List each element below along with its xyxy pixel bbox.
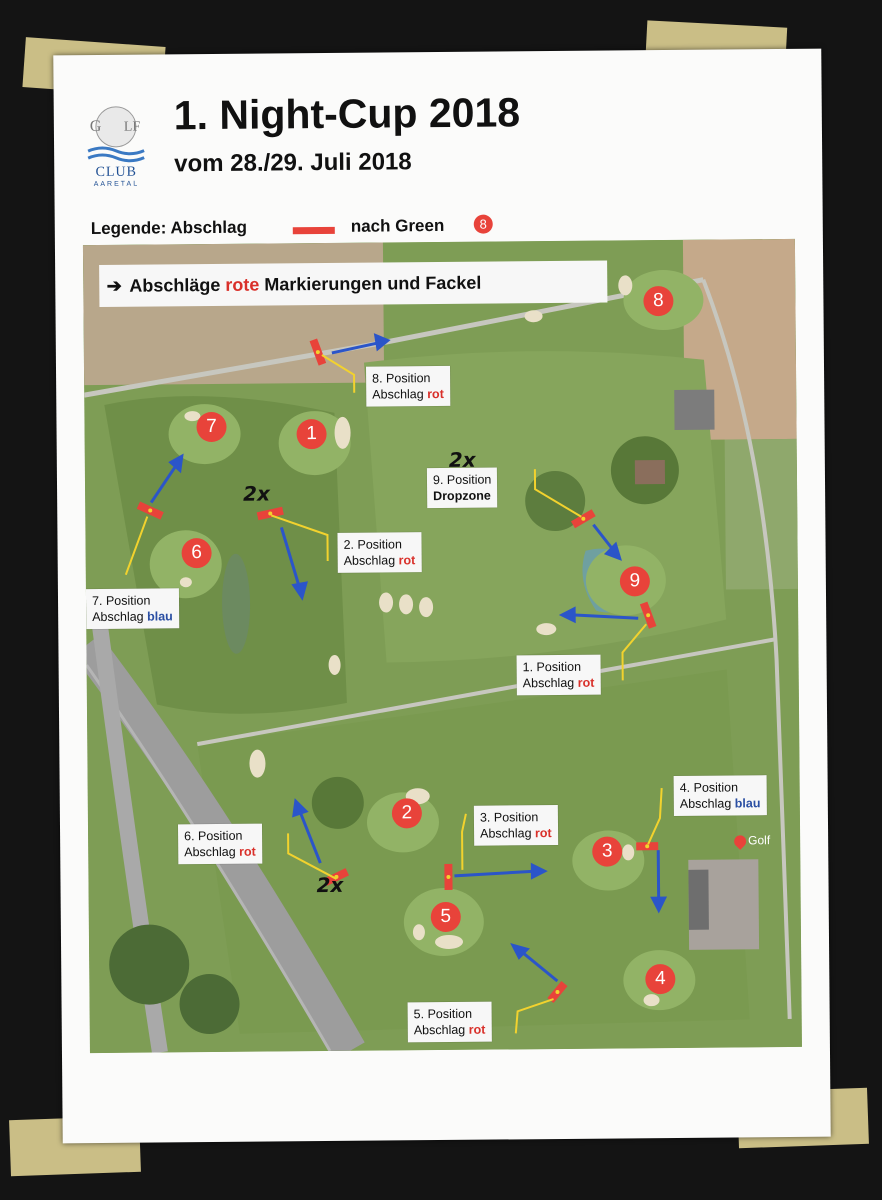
- position-3-tee: Abschlag: [480, 826, 532, 841]
- svg-text:LF: LF: [123, 119, 141, 135]
- position-6-tee: Abschlag: [184, 844, 236, 860]
- position-8-tee: Abschlag: [372, 387, 424, 402]
- handwritten-2x-dropzone: 2x: [448, 447, 476, 472]
- position-label-7: [86, 588, 179, 629]
- position-8-title: 8. Position: [372, 371, 431, 386]
- position-9-dropzone: Dropzone: [433, 488, 491, 504]
- position-label-1: [517, 655, 601, 696]
- hole-marker-8: 8: [643, 286, 673, 316]
- position-6-title: 6. Position: [184, 828, 243, 844]
- position-2-color: rot: [398, 553, 416, 568]
- handwritten-2x-hole-6: 2x: [316, 872, 344, 898]
- position-5-color: rot: [468, 1022, 486, 1037]
- logo-sub-text: AARETAL: [93, 180, 140, 189]
- position-2-title: 2. Position: [343, 537, 402, 552]
- poster-sheet: [53, 49, 830, 1144]
- hole-marker-9: 9: [620, 566, 650, 596]
- position-label-4: [674, 775, 767, 816]
- position-5-tee: Abschlag: [413, 1022, 466, 1038]
- position-label-8: [366, 366, 450, 407]
- position-7-title: 7. Position: [91, 593, 151, 609]
- banner-text-before: Abschläge: [129, 274, 226, 296]
- tee-instruction-banner: [99, 261, 607, 307]
- position-4-color: blau: [734, 796, 761, 811]
- hole-marker-5: 5: [431, 902, 461, 932]
- legend-green-number: 8: [474, 215, 493, 234]
- position-8-color: rot: [427, 386, 444, 402]
- logo-club-text: CLUB: [95, 164, 138, 181]
- svg-text:G: G: [89, 117, 102, 136]
- legend-prefix: Legende: Abschlag: [90, 217, 248, 239]
- position-1-color: rot: [577, 675, 595, 690]
- position-1-tee: Abschlag: [522, 675, 575, 691]
- club-logo: [84, 97, 149, 218]
- hole-marker-6: 6: [181, 538, 211, 568]
- position-4-title: 4. Position: [679, 780, 739, 795]
- legend-green-label: nach Green: [350, 215, 445, 236]
- position-label-6: [178, 824, 262, 865]
- banner-text-red: rote: [225, 274, 260, 295]
- legend-tee-marker-icon: [293, 227, 335, 234]
- position-2-tee: Abschlag: [343, 553, 396, 568]
- golf-ball-logo-icon: [84, 97, 149, 164]
- hole-marker-1: 1: [296, 419, 326, 449]
- handwritten-2x-hole-2: 2x: [242, 481, 271, 506]
- poster-subtitle: vom 28./29. Juli 2018: [174, 148, 412, 178]
- position-6-color: rot: [239, 844, 256, 859]
- clubhouse-map-label: Golf: [748, 833, 771, 848]
- hole-marker-7: 7: [196, 412, 226, 442]
- position-4-tee: Abschlag: [679, 796, 732, 811]
- position-7-color: blau: [147, 609, 173, 624]
- position-label-5: [408, 1002, 492, 1043]
- position-label-3: [474, 805, 558, 846]
- arrow-right-icon: ➔: [106, 275, 122, 296]
- hole-marker-3: 3: [592, 836, 622, 866]
- banner-text-after: Markierungen und Fackel: [259, 272, 482, 295]
- position-label-9: [427, 468, 498, 509]
- position-7-tee: Abschlag: [92, 609, 144, 625]
- poster-title: 1. Night-Cup 2018: [173, 89, 521, 139]
- position-3-color: rot: [534, 826, 552, 841]
- position-3-title: 3. Position: [479, 810, 539, 825]
- position-label-2: [337, 532, 421, 573]
- hole-marker-2: 2: [392, 798, 422, 828]
- course-map: [83, 239, 802, 1053]
- hole-marker-4: 4: [645, 964, 675, 994]
- position-5-title: 5. Position: [413, 1006, 473, 1022]
- position-9-title: 9. Position: [432, 472, 492, 488]
- position-1-title: 1. Position: [522, 659, 582, 675]
